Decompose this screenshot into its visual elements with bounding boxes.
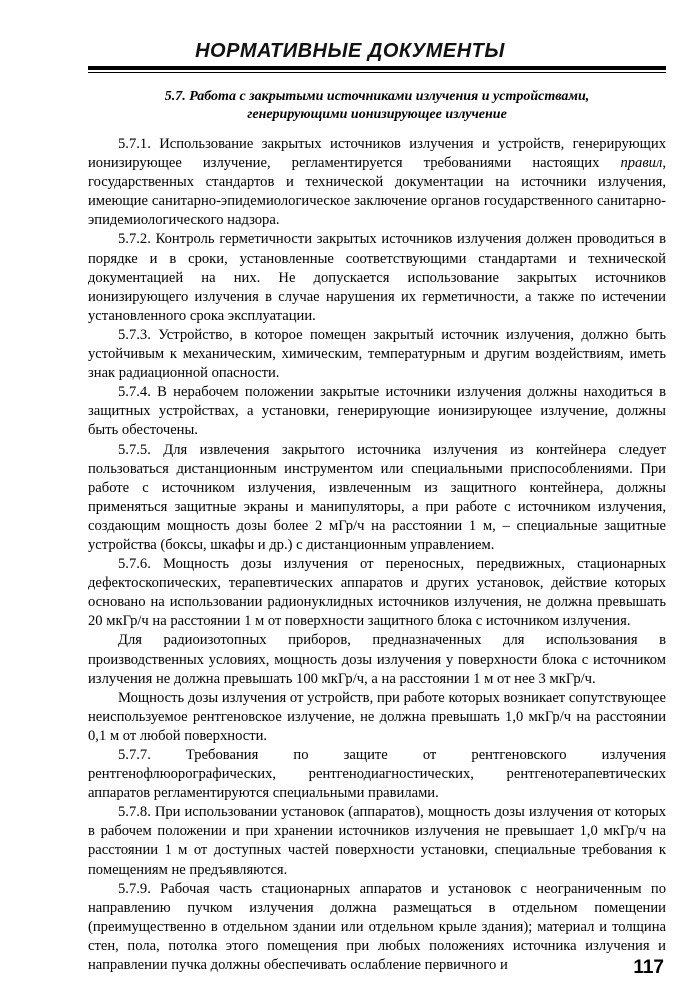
- paragraph-xray-dose: Мощность дозы излучения от устройств, при работе которых возникает сопутствующее неиспользуемое рентгеновское излучение, не должна превышать 1,0 мкГр/ч на расстоянии 0,1 м от любой поверхности.: [88, 689, 666, 744]
- section-heading-line-1: 5.7. Работа с закрытыми источниками излучения и устройствами,: [164, 89, 590, 104]
- header-rule-thin: [88, 72, 666, 73]
- paragraph-5-7-5: 5.7.5. Для извлечения закрытого источника излучения из контейнера следует пользоваться дистанционным инструментом или специальными приспособлениями. При работе с источником излучения, извлеченным из защитного контейнера, должны применяться защитные экраны и манипуляторы, а при работе с источником излучения, создающим мощность дозы более 2 мГр/ч на расстоянии 1 м, – специальные защитные устройства (боксы, шкафы и др.) с дистанционным управлением.: [88, 441, 666, 553]
- section-heading: [88, 88, 666, 124]
- paragraph-5-7-9: 5.7.9. Рабочая часть стационарных аппаратов и установок с неограниченным по направлению пучком излучения должна размещаться в отдельном помещении (преимущественно в отдельном здании или отдельном крыле здания); материал и толщина стен, пола, потолка этого помещения при любых положениях источника излучения и направлении пучка должны обеспечивать ослабление первичного и: [88, 880, 666, 974]
- italic-term: правил: [620, 155, 663, 172]
- paragraph-5-7-1: [88, 135, 666, 230]
- body-text: [88, 135, 666, 975]
- header-rule-thick: [88, 66, 666, 70]
- paragraph-text: , государственных стандартов и технической документации на источники излучения, имеющие санитарно-эпидемиологическое заключение органов государственного санитарно-эпидемиологического надзора.: [88, 155, 666, 229]
- paragraph-5-7-4: 5.7.4. В нерабочем положении закрытые источники излучения должны находиться в защитных устройствах, а установки, генерирующие ионизирующее излучение, должны быть обесточены.: [88, 384, 666, 439]
- paragraph-5-7-2: 5.7.2. Контроль герметичности закрытых источников излучения должен проводиться в порядке и в сроки, установленные соответствующими стандартами и технической документацией на них. Не допускается использование закрытых источников ионизирующего излучения в случае нарушения их герметичности, а также по истечении установленного срока эксплуатации.: [88, 231, 666, 324]
- paragraph-radioisotope: Для радиоизотопных приборов, предназначенных для использования в производственных условиях, мощность дозы излучения у поверхности блока с источником излучения не должна превышать 100 мкГр/ч, а на расстоянии 1 м от нее 3 мкГр/ч.: [88, 632, 666, 687]
- paragraph-5-7-6: 5.7.6. Мощность дозы излучения от переносных, передвижных, стационарных дефектоскопических, терапевтических аппаратов и других установок, действие которых основано на использовании радионуклидных источников излучения, не должна превышать 20 мкГр/ч на расстоянии 1 м от поверхности защитного блока с источником излучения.: [88, 556, 666, 630]
- running-header: НОРМАТИВНЫЕ ДОКУМЕНТЫ: [195, 40, 505, 62]
- paragraph-text: 5.7.1. Использование закрытых источников излучения и устройств, генерирующих ионизирующее излучение, регламентируется требованиями настоящих: [88, 136, 666, 172]
- paragraph-5-7-7: 5.7.7. Требования по защите от рентгеновского излучения рентгенофлюорографических, рентгенодиагностических, рентгенотерапевтических аппаратов регламентируются специальными правилами.: [88, 747, 666, 802]
- section-heading-line-2: генерирующими ионизирующее излучение: [247, 107, 507, 122]
- page-number: 117: [633, 957, 664, 978]
- paragraph-5-7-8: 5.7.8. При использовании установок (аппаратов), мощность дозы излучения от которых в рабочем положении и при хранении источников излучения не превышает 1,0 мкГр/ч на расстоянии 1 м от доступных частей поверхности установки, специальные требования к помещениям не предъявляются.: [88, 804, 666, 878]
- paragraph-5-7-3: 5.7.3. Устройство, в которое помещен закрытый источник излучения, должно быть устойчивым к механическим, химическим, температурным и другим воздействиям, иметь знак радиационной опасности.: [88, 326, 666, 382]
